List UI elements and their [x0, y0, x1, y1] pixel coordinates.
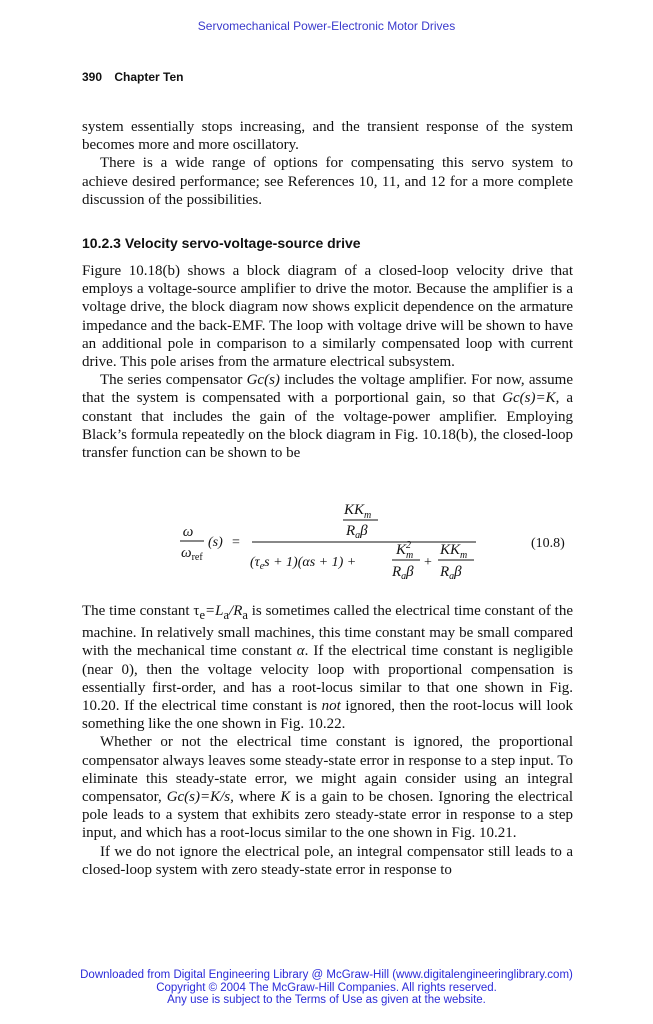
math-inline: α — [296, 643, 305, 660]
eq-equals: = — [232, 535, 240, 550]
eq-den-f2-top — [439, 542, 467, 561]
eq-r: R — [440, 564, 450, 580]
text-run: is a gain to be chosen. Ignoring the electrical pole leads to a system that exhibits zero steady-state error in response to a step input, and which has a root-locus similar to the one shown in Fig. 10.21. — [82, 789, 573, 842]
eq-num-bottom — [345, 523, 368, 541]
eq-beta: β — [406, 564, 414, 580]
paragraph: There is a wide range of options for compensating this servo system to achieve desired performance; see References 10, 11, and 12 for a more complete discussion of the possibilities. — [82, 155, 573, 208]
eq-den-f2-bottom — [439, 564, 462, 582]
math-inline: Gc(s) — [246, 372, 280, 389]
page-header — [82, 70, 184, 84]
subscript: a — [223, 608, 230, 622]
eq-arg: (s) — [208, 535, 223, 550]
text-run: The time constant τ — [82, 603, 200, 619]
subscript: a — [242, 608, 248, 622]
math-inline: Gc(s)=K/s, — [166, 789, 234, 806]
paragraph: If we do not ignore the electrical pole, an integral compensator still leads to a closed-loop system with zero steady-state error in response to — [82, 843, 573, 878]
footer-download-line[interactable]: Downloaded from Digital Engineering Library @ McGraw-Hill (www.digitalengineeringlibrary.com) — [80, 969, 573, 981]
text-block-middle — [82, 262, 573, 462]
eq-sub-a: a — [401, 571, 407, 582]
math-inline: K — [280, 789, 291, 806]
math-inline: /R — [229, 603, 243, 619]
math-inline: Gc(s)=K, — [502, 390, 560, 407]
eq-ref-subscript: ref — [191, 552, 203, 563]
footer-copyright-line: Copyright © 2004 The McGraw-Hill Companies. All rights reserved. — [156, 981, 497, 994]
paragraph: Figure 10.18(b) shows a block diagram of a closed-loop velocity drive that employs a voltage-source amplifier to drive the motor. Because the amplifier is a voltage drive, the block diagram now shows explicit dependence on the armature impedance and the back-EMF. The loop with voltage drive will be shown to have an additional pole in comparison to a similarly compensated loop with current drive. This pole arises from the armature electrical subsystem. — [82, 263, 573, 371]
eq-beta: β — [360, 523, 368, 539]
chapter-title: Chapter Ten — [114, 70, 184, 84]
equation-number: (10.8) — [531, 536, 565, 551]
eq-omega-symbol: ω — [181, 545, 192, 561]
footer-terms-line[interactable]: Any use is subject to the Terms of Use as given at the website. — [167, 994, 486, 1006]
text-run: is sometimes called the electrical time constant of the machine. In relatively small machines, this time constant may be small compared with the mechanical time constant — [82, 603, 573, 660]
text-run: Whether or not the electrical time constant is ignored, the proportional compensator always leaves some steady-state error in response to a step input. To eliminate this steady-state error, we might again consider using an integral compensator, — [82, 734, 573, 806]
eq-sub-m: m — [460, 550, 468, 561]
eq-omega-ref — [181, 545, 203, 563]
text-run: The series compensator — [100, 372, 247, 389]
text-run: ignored, then the root-locus will look something like the one shown in Fig. 10.22. — [82, 698, 573, 733]
eq-omega: ω — [182, 524, 194, 540]
paragraph — [82, 733, 573, 842]
eq-sub-a: a — [355, 530, 361, 541]
eq-plus: + — [424, 555, 432, 570]
eq-sup-2: 2 — [406, 540, 412, 551]
eq-sub-e: e — [259, 561, 265, 572]
eq-sub-m: m — [406, 550, 414, 561]
eq-kk: KK — [440, 542, 461, 558]
page-number: 390 — [82, 70, 103, 84]
footer — [0, 969, 653, 1007]
eq-poly-rest: s + 1)(αs + 1) + — [264, 555, 357, 570]
eq-sub-m: m — [364, 510, 372, 521]
math-inline: =L — [205, 603, 224, 619]
eq-beta: β — [454, 564, 462, 580]
eq-r: R — [346, 523, 356, 539]
emphasis: not — [321, 698, 341, 715]
text-run: a constant that includes the gain of the voltage-power amplifier. Employing Black’s formula repeatedly on the block diagram in Fig. 10.18(b), the closed-loop transfer function can be shown to be — [82, 390, 573, 462]
running-header: Servomechanical Power-Electronic Motor Drives — [197, 19, 456, 33]
subscript: e — [199, 608, 205, 622]
text-run: . If the electrical time constant is negligible (near 0), then the voltage velocity loop with proportional compensation is essentially first-order, and has a root-locus similar to that one shown in Fig. 10.20. If the electrical time constant is — [82, 643, 573, 715]
eq-den-f1-top — [395, 540, 413, 561]
text-block-bottom — [82, 602, 573, 879]
paragraph — [82, 371, 573, 462]
text-run: where — [233, 789, 281, 806]
section-heading: 10.2.3 Velocity servo-voltage-source drive — [82, 235, 361, 251]
paragraph — [82, 602, 573, 733]
eq-r: R — [392, 564, 402, 580]
eq-sub-a: a — [449, 571, 455, 582]
eq-tau: (τ — [250, 555, 260, 570]
eq-k: K — [396, 542, 407, 558]
eq-den-f1-bottom — [391, 564, 414, 582]
paragraph: system essentially stops increasing, and the transient response of the system becomes more and more oscillatory. — [82, 119, 573, 154]
eq-den-poly — [250, 555, 356, 572]
eq-num-top — [343, 502, 371, 521]
text-run: includes the voltage amplifier. For now, assume that the system is compensated with a porportional gain, so that — [82, 372, 573, 407]
eq-kk: KK — [344, 502, 365, 518]
text-block-top — [82, 118, 573, 209]
